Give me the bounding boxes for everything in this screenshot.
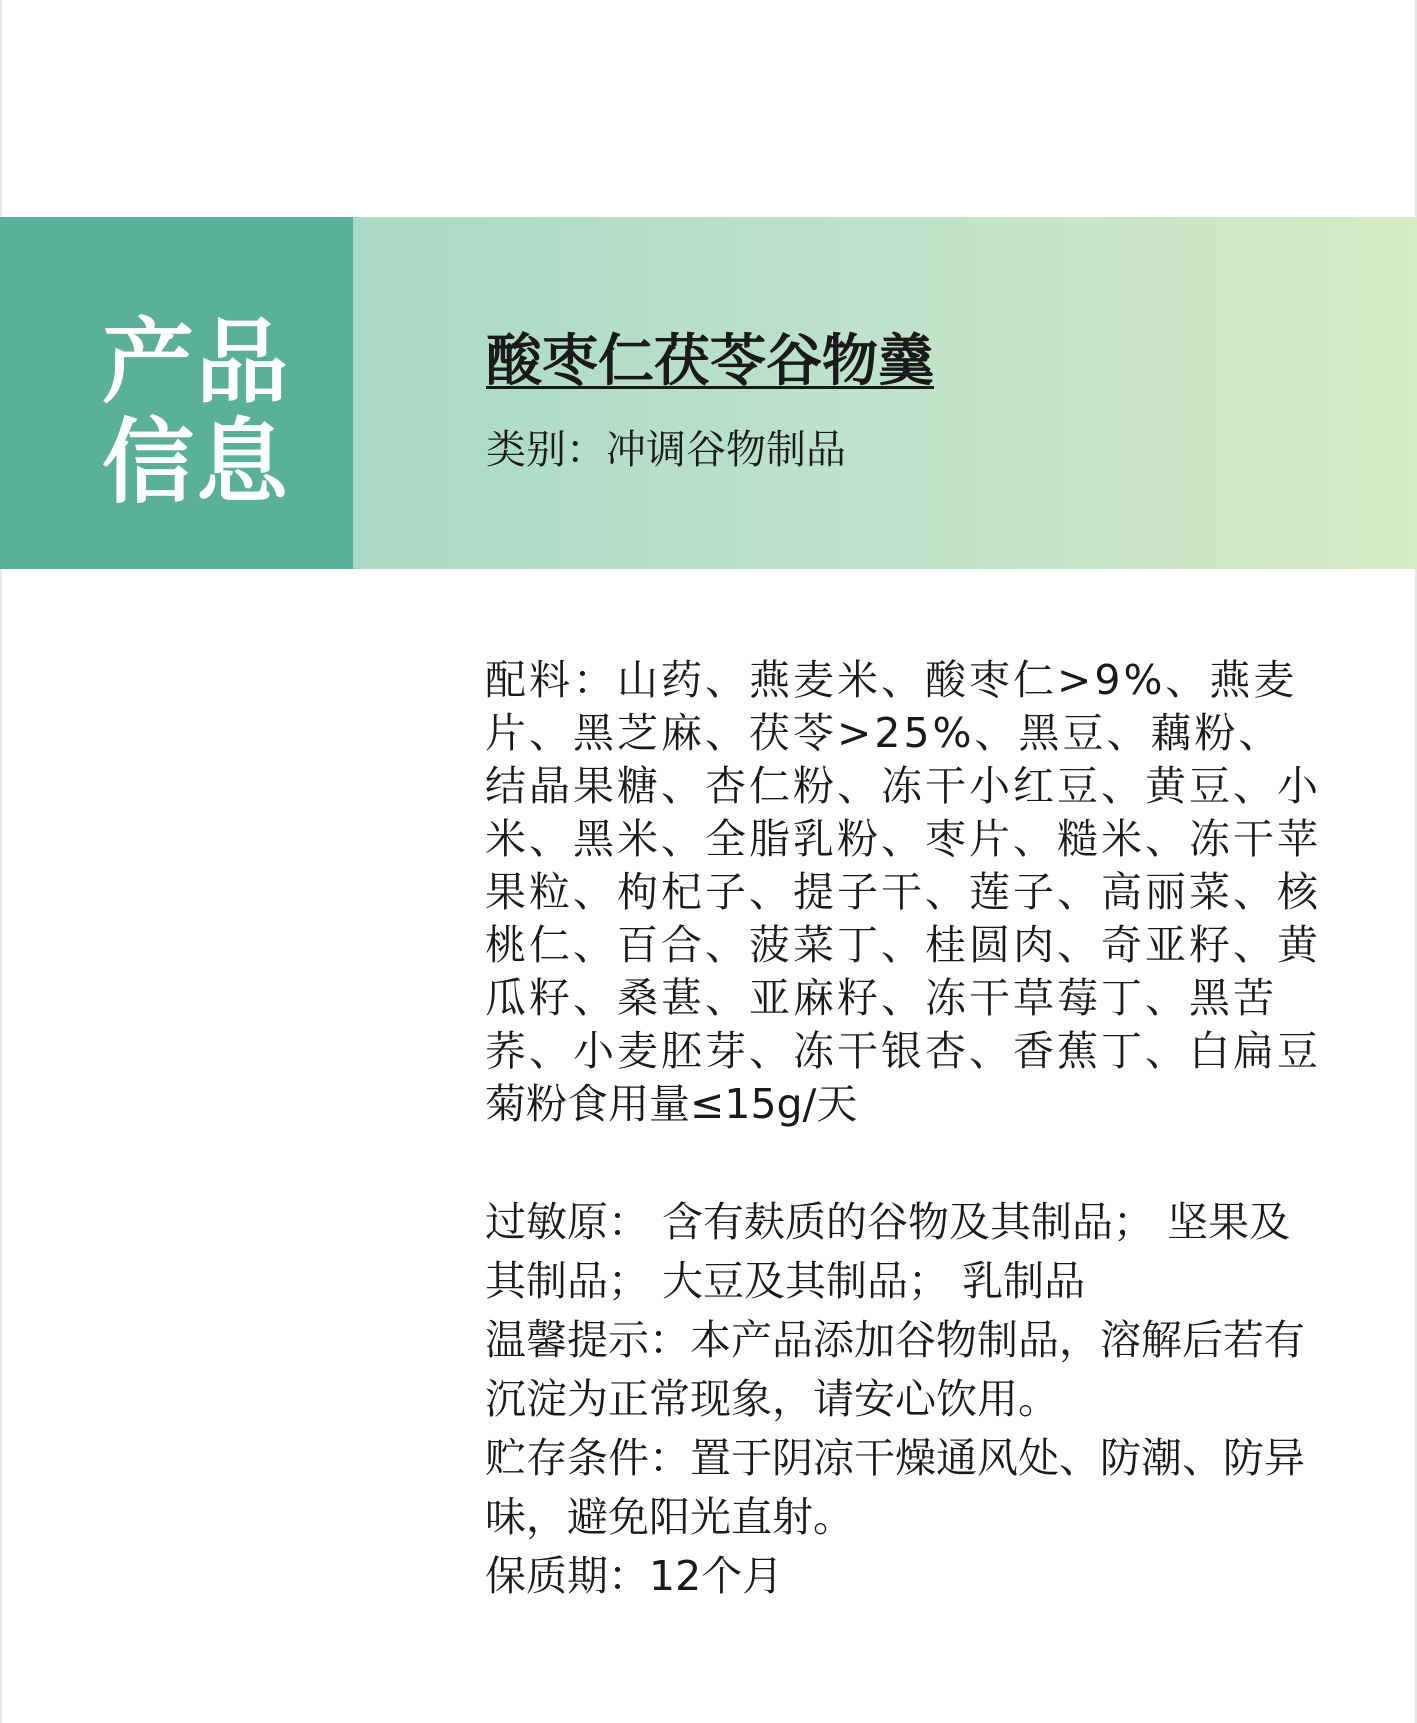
- product-notes: [485, 1193, 1323, 1606]
- product-category: 类别：冲调谷物制品: [486, 427, 846, 473]
- ingredients-list: 配料：山药、燕麦米、酸枣仁>9%、燕麦片、黑芝麻、茯苓>25%、黑豆、藕粉、结晶果糖、杏仁粉、冻干小红豆、黄豆、小米、黑米、全脂乳粉、枣片、糙米、冻干苹果粒、枸杞子、提子干、莲子、高丽菜、核桃仁、百合、菠菜丁、桂圆肉、奇亚籽、黄瓜籽、桑葚、亚麻籽、冻干草莓丁、黑苦荞、小麦胚芽、冻干银杏、香蕉丁、白扁豆: [485, 656, 1321, 1075]
- allergens-text: 过敏原： 含有麸质的谷物及其制品； 坚果及其制品； 大豆及其制品； 乳制品: [485, 1198, 1291, 1305]
- section-label: 产品信息: [102, 309, 291, 516]
- shelf-life-text: 保质期：12个月: [485, 1552, 784, 1600]
- storage-text: 贮存条件：置于阴凉干燥通风处、防潮、防异味，避免阳光直射。: [485, 1434, 1305, 1541]
- product-header-band: [0, 217, 1417, 569]
- product-details: [485, 654, 1323, 1606]
- product-name: 酸枣仁茯苓谷物羹: [486, 329, 934, 394]
- title-block: [353, 217, 1417, 569]
- section-spacer: [485, 1131, 1323, 1193]
- section-label-block: [0, 217, 353, 569]
- inulin-note: 菊粉食用量≤15g/天: [485, 1080, 858, 1128]
- tips-text: 温馨提示：本产品添加谷物制品，溶解后若有沉淀为正常现象，请安心饮用。: [485, 1316, 1305, 1423]
